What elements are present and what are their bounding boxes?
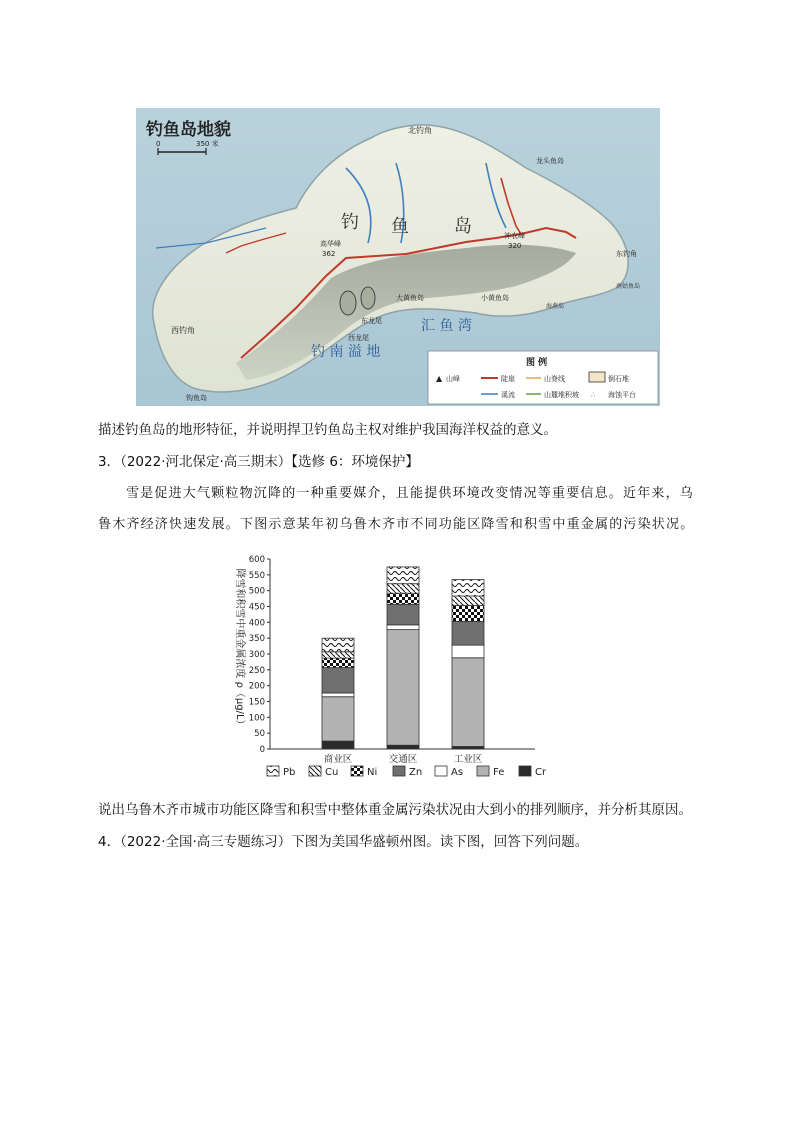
- q2-prompt: 描述钓鱼岛的地形特征，并说明捍卫钓鱼岛主权对维护我国海洋权益的意义。: [98, 422, 557, 438]
- q3-intro: 雪是促进大气颗粒物沉降的一种重要媒介，且能提供环境改变情况等重要信息。近年来，乌鲁木齐经济快速发展。下图示意某年初乌鲁木齐市不同功能区降雪和积雪中重金属的污染状况。: [98, 486, 695, 532]
- legend-debris: 倒石堆: [608, 375, 629, 383]
- legend-swatch-fe: [477, 766, 489, 776]
- label-east-cape: 东钓角: [616, 250, 637, 258]
- bar-segment-ni: [387, 593, 419, 604]
- scale-start: 0: [156, 140, 161, 148]
- label-gouyu: 钩鱼岛: [186, 394, 207, 402]
- bar-segment-cu: [322, 652, 354, 658]
- q3-prompt: 说出乌鲁木齐市城市功能区降雪和积雪中整体重金属污染状况由大到小的排列顺序，并分析其原因。: [98, 802, 692, 818]
- y-tick-label: 500: [248, 586, 265, 597]
- legend-label-cr: Cr: [535, 767, 547, 778]
- x-tick-label: 商业区: [323, 754, 353, 765]
- scale-end: 350 米: [196, 140, 219, 148]
- legend-platform: 海蚀平台: [608, 391, 636, 399]
- label-dahuang: 大黄鱼岛: [396, 294, 424, 302]
- legend-swatch-as: [435, 766, 447, 776]
- legend-swatch-cu: [309, 766, 321, 776]
- label-xilongwei: 西龙尾: [348, 334, 369, 342]
- legend-swatch-cr: [519, 766, 531, 776]
- svg-text:∴: ∴: [591, 391, 596, 399]
- label-dongyiwei: 东龙尾: [361, 317, 382, 325]
- label-island-1: 钓: [341, 212, 359, 233]
- legend-label-fe: Fe: [493, 767, 505, 778]
- diaoyu-island-map: [136, 108, 660, 406]
- legend-label-pb: Pb: [283, 767, 296, 778]
- y-tick-label: 0: [259, 745, 265, 755]
- legend-swatch-ni: [351, 766, 363, 776]
- legend-label-cu: Cu: [325, 767, 339, 778]
- bar-segment-pb: [387, 567, 419, 584]
- label-island-3: 岛: [454, 216, 472, 237]
- x-tick-label: 交通区: [388, 754, 418, 765]
- y-tick-label: 550: [248, 570, 265, 581]
- bar-segment-zn: [387, 604, 419, 625]
- label-shennong-height: 320: [508, 242, 522, 250]
- label-south: 钓 南 溢 地: [311, 344, 381, 360]
- bar-segment-zn: [322, 668, 354, 693]
- y-tick-label: 450: [248, 602, 265, 613]
- bar-segment-pb: [452, 580, 484, 596]
- legend-crest: 山脊线: [544, 375, 565, 383]
- y-tick-label: 400: [248, 618, 265, 629]
- label-haiyan: 海燕岛: [546, 303, 565, 310]
- bar-segment-zn: [452, 621, 484, 645]
- legend-title: 图 例: [526, 358, 548, 368]
- y-tick-label: 600: [248, 555, 265, 565]
- y-tick-label: 50: [254, 729, 265, 740]
- bar-segment-fe: [322, 697, 354, 741]
- label-north-cape: 北钓角: [408, 126, 432, 135]
- label-gaohua: 高华峰: [320, 240, 341, 248]
- label-gaohua-height: 362: [322, 250, 336, 258]
- y-axis-label: 降雪和积雪中重金属浓度 ρ（μg/L）: [234, 568, 245, 730]
- y-tick-label: 100: [248, 713, 265, 724]
- legend-label-as: As: [451, 767, 464, 778]
- label-west-cape: 西钓角: [171, 326, 195, 335]
- legend-label-zn: Zn: [409, 767, 423, 778]
- legend-swatch-pb: [267, 766, 279, 776]
- bar-segment-cu: [387, 584, 419, 594]
- bar-segment-as: [452, 645, 484, 658]
- q3-header: 3．（2022·河北保定·高三期末）【选修 6：环境保护】: [98, 454, 419, 470]
- bar-segment-cu: [452, 596, 484, 606]
- legend-ridge: 陡崖: [501, 375, 515, 383]
- q4-header: 4．（2022·全国·高三专题练习）下图为美国华盛顿州图。读下图，回答下列问题。: [98, 834, 589, 850]
- legend-label-ni: Ni: [367, 767, 378, 778]
- label-longtou: 龙头鱼岛: [536, 157, 564, 165]
- x-tick-label: 工业区: [453, 754, 483, 765]
- label-island-2: 鱼: [391, 216, 409, 237]
- bar-segment-ni: [452, 606, 484, 622]
- map-legend: [428, 351, 658, 404]
- legend-stream: 溪流: [501, 391, 515, 399]
- bar-segment-cr: [387, 745, 419, 749]
- bar-segment-pb: [322, 638, 354, 652]
- map-title: 钓鱼岛地貌: [146, 120, 231, 140]
- heavy-metal-chart: [225, 552, 575, 792]
- bar-segment-as: [387, 625, 419, 630]
- bar-segment-cr: [322, 741, 354, 749]
- legend-slope: 山麓堆积坡: [544, 391, 579, 399]
- y-tick-label: 350: [248, 634, 265, 645]
- y-tick-label: 250: [248, 665, 265, 676]
- bar-segment-as: [322, 693, 354, 697]
- label-pumpkin: 南姑鱼岛: [616, 283, 641, 290]
- y-tick-label: 300: [248, 650, 265, 660]
- bar-segment-fe: [387, 630, 419, 746]
- label-xiaohuang: 小黄鱼岛: [481, 294, 509, 302]
- y-tick-label: 150: [248, 697, 265, 708]
- legend-swatch-zn: [393, 766, 405, 776]
- legend-peak-icon: ▲: [436, 374, 443, 383]
- legend-peak: 山峰: [446, 375, 460, 383]
- label-bay: 汇 鱼 湾: [421, 318, 472, 334]
- bar-segment-ni: [322, 658, 354, 668]
- bar-segment-fe: [452, 658, 484, 747]
- y-tick-label: 200: [248, 681, 265, 692]
- label-shennong: 神农峰: [504, 232, 525, 240]
